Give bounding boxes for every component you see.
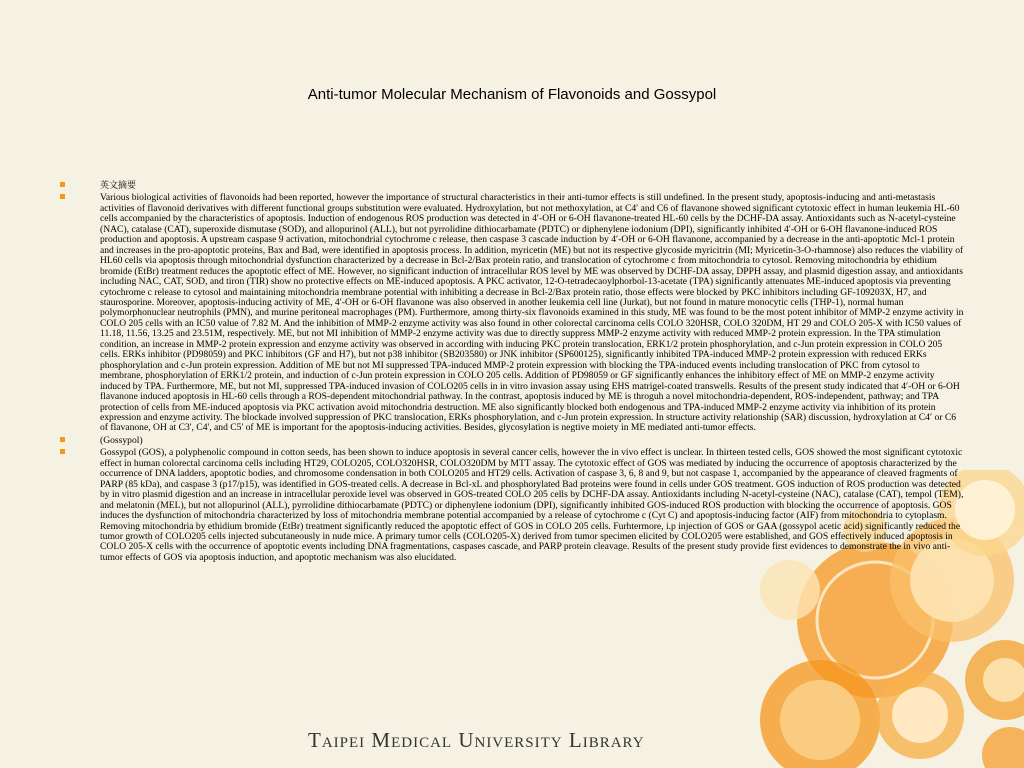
flavonoids-abstract-text: Various biological activities of flavonoids had been reported, however the importance of structural characteristics in their anti-tumor effects is still undefined. In the present study, apoptosis-inducing and anti-metastasis activities of flavonoid derivatives with different functional groups substitution were evaluated. Hydroxylation, but not methoxylation, at C4′ and C6 of flavanone showed significant cytotoxic effect in human leukemia HL-60 cells accompanied by the characteristics of apoptosis. Induction of endogenous ROS production was detected in 4′-OH or 6-OH flavanone-treated HL-60 cells by the DCHF-DA assay. Antioxidants such as N-acetyl-cysteine (NAC), catalase (CAT), superoxide dismutase (SOD), and allopurinol (ALL), but not pyrrolidine dithiocarbamate (PDTC) or diphenylene iodonium (DPI), significantly inhibited 4′-OH or 6-OH flavanone-induced ROS production and apoptosis. A upstream caspase 9 activation, mitochondrial cytochrome c release, then caspase 3 cascade induction by 4′-OH or 6-OH flavanone, accompanied by a decrease in the anti-apoptotic Mcl-1 protein and increases in the pro-apoptotic proteins, Bax and Bad, were identified in apoptosis process. In addition, myricetin (ME) but not its respective glycoside myricitrin (MI; Myricetin-3-O-rhamnose) also reduces the viability of HL60 cells via apoptosis through mitochondrial dysfunction characterized by a decrease in Bcl-2/Bax protein ratio, and translocation of cytochrome c from mitochondria to cytosol. Removing mitochondria by ethidium bromide (EtBr) treatment reduces the apoptotic effect of ME. However, no significant induction of intracellular ROS level by ME was observed by DCHF-DA assay, DPPH assay, and plasmid digestion assay, and antioxidants including NAC, CAT, SOD, and tiron (TIR) show no protective effects on ME-induced apoptosis. A PKC activator, 12-O-tetradecaoylphorbol-13-acetate (TPA) significantly attenuates ME-induced apoptosis via preventing cytochrome c release to cytosol and maintaining mitochondria membrane potential with inhibiting a decrease in Bcl-2/Bax protein ratio, those effects were blocked by PKC inhibitors including GF-109203X, H7, and staurosporine. Moreover, apoptosis-inducing activity of ME, 4′-OH or 6-OH flavanone was also observed in another leukemia cell line (Jurkat), but not found in mature monocytic cells (THP-1), normal human polymorphonuclear neutrophils (PMN), and murine peritoneal macrophages (PM). Furthermore, among thirty-six flavonoids examined in this study, ME was found to be the most potent inhibitor of MMP-2 enzyme activity in COLO 205 cells with an IC50 value of 7.82 M. And the inhibition of MMP-2 enzyme activity was also found in other colorectal carcinoma cells COLO 320HSR, COLO 320DM, HT 29 and COLO 205-X with IC50 values of 11.18, 11.56, 13.25 and 23.51M, respectively. ME, but not MI inhibition of MMP-2 enzyme activity was due to directly suppress MMP-2 enzyme activity with reduced MMP-2 protein expression. In the TPA stimulation condition, an increase in MMP-2 protein expression and enzyme activity was observed in according with inducing PKC protein translocation, ERK1/2 protein phosphorylation, and c-Jun protein expression in COLO 205 cells. ERKs inhibitor (PD98059) and PKC inhibitors (GF and H7), but not p38 inhibitor (SB203580) or JNK inhibitor (SP600125), significantly inhibited TPA-induced MMP-2 protein expression with reduced ERKs phosphorylation and c-Jun protein expression. Addition of ME but not MI suppressed TPA-induced MMP-2 protein expression with blocking the TPA-induced events including translocation of PKC from cytosol to membrane, phosphorylation of ERK1/2 protein, and induction of c-Jun protein expression in COLO 205 cells. Addition of PD98059 or GF significantly enhances the inhibitory effect of ME on MMP-2 enzyme activity induced by TPA. Furthermore, ME, but not MI, suppressed TPA-induced invasion of COLO205 cells in in vitro invasion assay using EHS matrigel-coated transwells. Results of the present study indicated that 4′-OH or 6-OH flavanone induced apoptosis in HL-60 cells through a ROS-dependent mitochondrial pathway. In the contrast, apoptosis induced by ME is throguh a novel mitochondria-dependent, ROS-independent, pathway; and TPA protection of cells from ME-induced apoptosis via PKC activation avoid mitochondria destruction. ME also significantly blocked both endogenous and TPA-induced MMP-2 enzyme activity via inhibition of its protein expression and enzyme activity. The blockade involved suppression of PKC translocation, ERKs phosphorylation, and c-Jun protein expression. In structure activity relationship (SAR) discussion, hydroxylation at C4′ or C6 of flavanone, OH at C3', C4', and C5' of ME is important for the apoptosis-inducing activities. Besides, glycosylation is negtive moiety in ME mediated anti-tumor effects. [100, 192, 964, 434]
list-item [60, 193, 964, 433]
list-item [60, 448, 964, 563]
section-heading-english-abstract: 英文摘要 [100, 181, 137, 191]
bullet-square-icon [60, 449, 65, 454]
gossypol-abstract-text: Gossypol (GOS), a polyphenolic compound in cotton seeds, has been shown to induce apoptosis in several cancer cells, however the in vivo effect is unclear. In thirteen tested cells, GOS showed the most significant cytotoxic effect in human colorectal carcinoma cells including HT29, COLO205, COLO320HSR, COLO320DM by MTT assay. The cytotoxic effect of GOS was mediated by inducing the occurrence of apoptosis characterized by the occurrence of DNA ladders, apoptotic bodies, and chromosome condensation in both COLO205 and HT29 cells. Activation of caspase 3, 6, 8 and 9, but not caspase 1, accompanied by the appearance of cleaved fragments of PARP (85 kDa), and caspase 3 (p17/p15), was identified in GOS-treated cells. A decrease in Bcl-xL and phosphorylated Bad proteins were found in cells under GOS treatment. GOS induction of ROS production was detected by in vitro plasmid digestion and an increase in intracellular peroxide level was observed in GOS-treated COLO 205 cells by DCHF-DA assay. Antioxidants including N-acetyl-cysteine (NAC), catalase (CAT), tempol (TEM), and melatonin (MEL), but not allopurinol (ALL), pyrrolidine dithiocarbamate (PDTC) or diphenylene iodonium (DPI), significantly inhibited GOS-induced ROS production with blocking the occurrence of apoptosis. GOS induces the dysfunction of mitochondria characterized by loss of mitochondria membrane potential accompanied by a release of cytochrome c (Cyt C) and apoptosis-inducing factor (AIF) from mitochondria to cytoplasm. Removing mitochondria by ethidium bromide (EtBr) treatment significantly reduced the apoptotic effect of GOS in COLO 205 cells. Furhtermore, i.p injection of GOS or GAA (gossypol acetic acid) significantly reduced the tumor growth of COLO205 cells injected subcutaneously in nude mice. A primary tumor cells (COLO205-X) derived from tumor specimen elicited by COLO205 were established, and GOS effectively induced apoptosis in COLO 205-X cells with the occurrence of apoptotic events including DNA fragmentations, caspases cascade, and PARP protein cleavage. Results of the present study provide first evidences to demonstrate the in vivo anti-tumor effects of GOS via apoptosis induction, and apoptotic mechanism was also elucidated. [100, 447, 964, 563]
list-item [60, 436, 964, 446]
abstract-list [60, 181, 964, 565]
page-title: Anti-tumor Molecular Mechanism of Flavonoids and Gossypol [307, 86, 717, 103]
footer-library-name: Taipei Medical University Library [308, 728, 645, 752]
bullet-square-icon [60, 182, 65, 187]
section-heading-gossypol: (Gossypol) [100, 434, 143, 446]
bullet-square-icon [60, 194, 65, 199]
bullet-square-icon [60, 437, 65, 442]
list-item [60, 181, 964, 191]
